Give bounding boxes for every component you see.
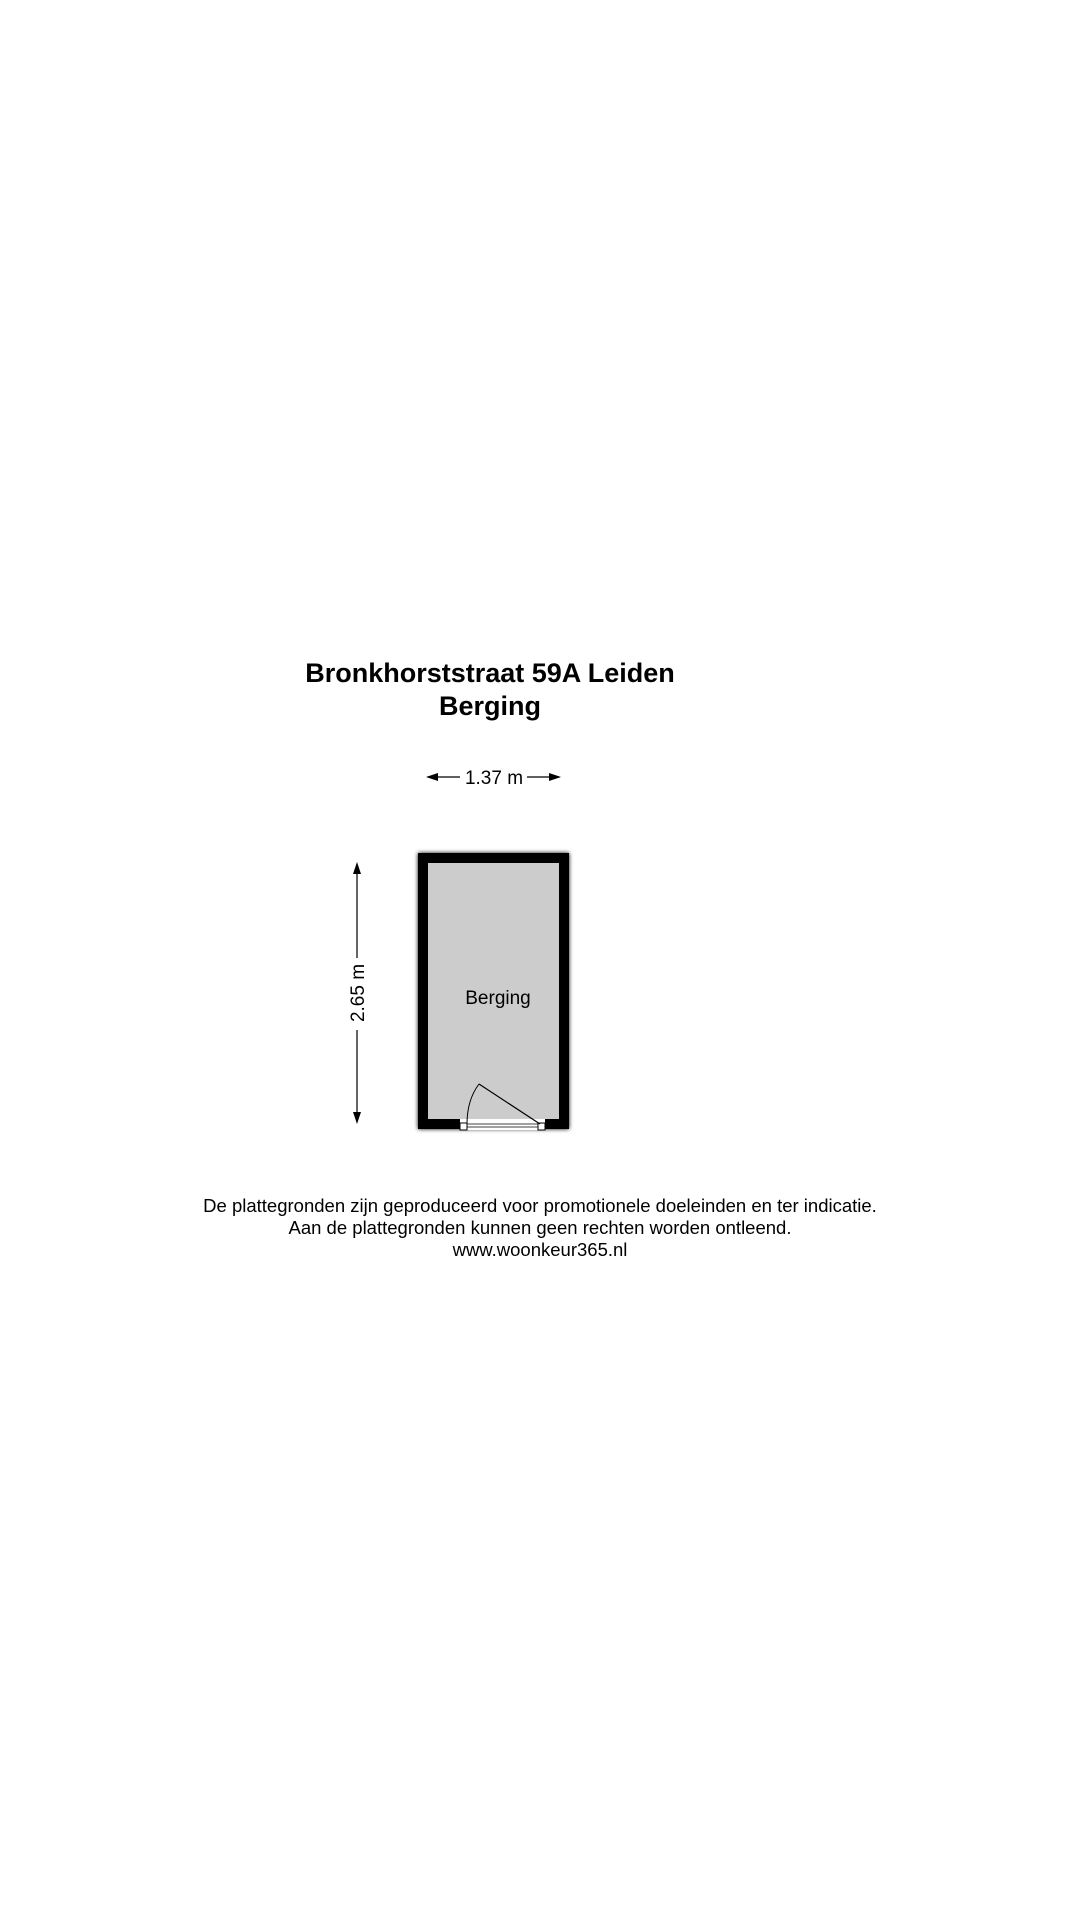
- width-dimension: [426, 768, 561, 789]
- length-label: 2.65 m: [348, 963, 369, 1023]
- width-arrow-left: [426, 773, 438, 781]
- door-jamb-left: [460, 1123, 467, 1130]
- room-berging: [418, 853, 569, 1129]
- width-label: 1.37 m: [464, 768, 524, 789]
- length-dimension: [348, 862, 369, 1124]
- room-label: Berging: [465, 988, 531, 1009]
- length-arrow-bottom: [353, 1112, 361, 1124]
- disclaimer: [140, 1195, 940, 1261]
- door-opening: [460, 1119, 545, 1130]
- disclaimer-line-2: Aan de plattegronden kunnen geen rechten worden ontleend.: [288, 1217, 792, 1238]
- address-title: Bronkhorststraat 59A Leiden: [305, 658, 675, 688]
- width-arrow-right: [549, 773, 561, 781]
- disclaimer-line-1: De plattegronden zijn geproduceerd voor promotionele doeleinden en ter indicatie.: [203, 1195, 877, 1216]
- floor-title: Berging: [438, 691, 541, 721]
- website-link[interactable]: www.woonkeur365.nl: [452, 1239, 628, 1260]
- length-arrow-top: [353, 862, 361, 874]
